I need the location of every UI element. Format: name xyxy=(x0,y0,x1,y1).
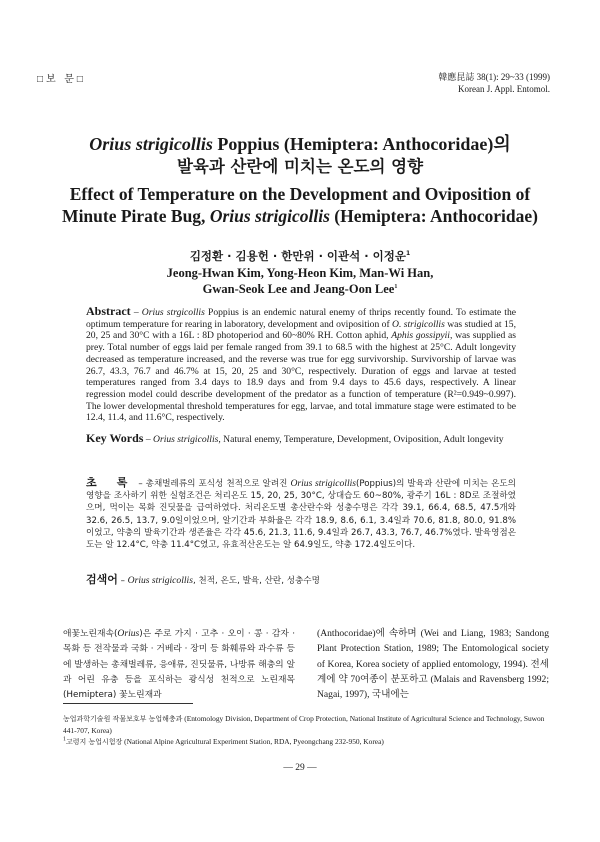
english-title xyxy=(0,183,600,227)
keywords-text: , Natural enemy, Temperature, Development, Oviposition, Adult longevity xyxy=(218,434,504,445)
footnote-2-korean: 고령지 농업시험장 xyxy=(66,738,123,746)
footnote-divider xyxy=(63,703,193,704)
abstract-text1: Poppius is an endemic natural enemy of thrips recently found. To estimate the optimum temperature for rearing in laboratory, development and oviposition of xyxy=(86,307,517,330)
english-title-line1: Effect of Temperature on the Development and Oviposition of xyxy=(69,184,531,204)
page-number: — 29 — xyxy=(283,763,317,773)
footnote-2 xyxy=(63,736,549,748)
authors-english-line2: Gwan-Seok Lee and Jeang-Oon Lee xyxy=(202,282,395,296)
korean-keywords-text: , 천적, 온도, 발육, 산란, 성충수명 xyxy=(192,576,320,586)
footnote-2-sup: 1 xyxy=(63,736,66,743)
abstract xyxy=(86,306,516,424)
korean-title-species: Orius strigicollis xyxy=(89,134,213,154)
authors-korean-names: 김정환 · 김용헌 · 한만위 · 이관석 · 이정운 xyxy=(189,249,406,263)
keywords-label: Key Words xyxy=(86,431,144,445)
journal-citation-line2: Korean J. Appl. Entomol. xyxy=(458,84,550,94)
authors-korean-sup: 1 xyxy=(405,250,411,258)
korean-abstract-dash: – xyxy=(135,479,146,489)
korean-abstract-species: Orius strigicollis xyxy=(290,478,357,489)
body-left-genus: Orius xyxy=(117,628,140,639)
korean-title xyxy=(0,133,600,178)
body-left-column xyxy=(63,626,295,703)
authors-korean xyxy=(0,248,600,264)
english-title-pre: Minute Pirate Bug, xyxy=(62,206,210,226)
keywords-dash: – xyxy=(143,434,154,445)
footnote-1-korean: 농업과학기술원 작물보호부 농업해충과 xyxy=(63,715,183,723)
abstract-dash: – xyxy=(130,307,142,318)
footnote-1-english: (Entomology Division, Department of Crop Protection, National Institute of Agricultural Science and Technology, Suwon 441-707, Korea) xyxy=(63,714,545,735)
korean-abstract-label: 초 록 xyxy=(86,476,136,489)
journal-citation xyxy=(438,71,550,95)
abstract-text3: , was supplied as prey. Total number of eggs laid per female ranged from 39.1 to 68.5 with the highest at 25°C. Adult longevity decreased as temperature increased, and the reverse was true for egg survivorship. Survivorship of larvae was 26.7, 43.3, 76.7 and 46.7% at 15, 20, 25 and 30°C, respectively. Duration of eggs and larvae at tested temperatures ranged from 3.4 days to 18.9 days and from 9.4 days to 45.6 days, respectively. A linear regression model could describe development of the predator as a function of temperature (R²=0.949~0.997). The lower developmental threshold temperatures for egg, larvae, and total immature stage were estimated to be 12.4, 11.4, and 11.6°C, respectively. xyxy=(86,330,516,424)
korean-abstract-text2: (Poppius)의 발육과 산란에 미치는 온도의 영향을 조사하기 위한 실험조건은 처리온도 15, 20, 25, 30°C, 상대습도 60~80%, 광주기 16L : 8D로 조절하였으며, 먹이는 목화 진딧물을 급여하였다. 처리온도별 총산란수와 성충수명은 각각 39.1, 66.4, 68.5, 47.5개와 32.6, 26.5, 13.7, 9.0일이었으며, 알기간과 부화율은 각각 18.9, 8.6, 6.1, 3.4일과 70.6, 81.8, 80.0, 91.8%이었고, 약충의 발육기간과 생존율은 각각 45.6, 21.3, 11.6, 9.4일과 26.7, 43.3, 76.7, 46.7%였다. 발육영점온도는 알 12.4°C, 약충 11.4°C였고, 유효적산온도는 알 64.9일도, 약충 172.4일도이다. xyxy=(86,479,516,551)
korean-keywords-label: 검색어 xyxy=(86,573,118,586)
keywords-species: Orius strigicollis xyxy=(153,434,219,445)
body-left-text1: 애꽃노린재속( xyxy=(63,629,118,639)
korean-title-line2: 발육과 산란에 미치는 온도의 영향 xyxy=(176,157,424,176)
abstract-species1: Orius strgicollis xyxy=(141,307,205,318)
body-right-column xyxy=(317,626,549,702)
korean-keywords xyxy=(86,571,516,587)
footnotes xyxy=(63,713,549,748)
article-type-label: □보 문□ xyxy=(37,74,86,85)
footnote-1 xyxy=(63,713,549,736)
korean-title-rest: Poppius (Hemiptera: Anthocoridae)의 xyxy=(212,134,511,154)
body-left-text2: )은 주로 가지 · 고추 · 오이 · 콩 · 감자 · 목화 등 전작물과 국화 · 거베라 · 장미 등 화훼류와 과수류 등에 발생하는 총채벌레류, 응애류, 진딧물류, 나방류 해충의 알과 어린 유충 등을 포식하는 광식성 천적으로 노린재목(Hemiptera) 꽃노린재과 xyxy=(63,629,295,701)
keywords xyxy=(86,432,516,447)
body-right-text1: (Anthocoridae)에 속하며 (Wei and Liang, 1983; Sandong Plant Protection Station, 1989; The Entomological society of Korea, Korea society of applied entomology, 1994). 전세계에 약 70여종이 분포하고 (Malais and Ravensberg 1992; Nagai, 1997), 국내에는 xyxy=(317,628,549,701)
abstract-text2: was studied at 15, 20, 25 and 30°C with a 16L : 8D photoperiod and 60~80% RH. Cotton aphid, xyxy=(86,318,516,342)
authors-english-sup: 1 xyxy=(394,283,398,290)
authors-english xyxy=(0,265,600,297)
abstract-species3: Aphis gossipyii xyxy=(391,330,450,342)
authors-english-line1: Jeong-Hwan Kim, Yong-Heon Kim, Man-Wi Han, xyxy=(166,266,434,280)
abstract-species2: O. strigicollis xyxy=(392,318,445,330)
korean-keywords-dash: – xyxy=(117,576,128,586)
english-title-species: Orius strigicollis xyxy=(209,206,330,226)
abstract-label: Abstract xyxy=(86,304,131,318)
korean-abstract xyxy=(86,477,516,551)
english-title-post: (Hemiptera: Anthocoridae) xyxy=(329,206,538,226)
korean-keywords-species: Orius strigicollis xyxy=(127,575,193,586)
footnote-2-english: (National Alpine Agricultural Experiment Station, RDA, Pyeongchang 232-950, Korea) xyxy=(122,737,384,746)
journal-citation-line1: 韓應昆誌 38(1): 29~33 (1999) xyxy=(438,72,550,82)
korean-abstract-text1: 총채벌레류의 포식성 천적으로 알려진 xyxy=(145,479,291,489)
